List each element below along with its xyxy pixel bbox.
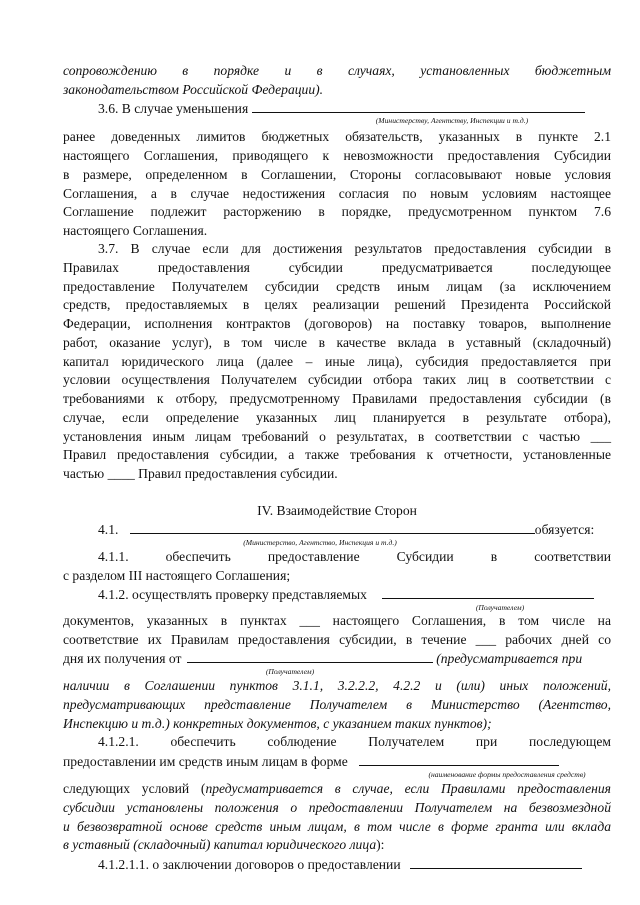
text-span: следующих условий ( [63, 781, 206, 796]
blank-line [410, 855, 582, 869]
clause-4-1-end: обязуется: [534, 522, 595, 537]
clause-4-1-2-1-end-line [63, 836, 611, 855]
text-line: 3.7. В случае если для достижения результатов предоставления субсидии в [98, 241, 611, 256]
text-line: настоящего Соглашения. [63, 223, 208, 238]
footnote-label: (Министерству, Агентству, Инспекции и т.д.) [375, 116, 529, 125]
blank-line [252, 99, 585, 113]
text-line: Соглашения, а в случае недостижения согласия по новым условиям настоящее [63, 186, 611, 201]
text-line: Инспекцию и т.д.) конкретных документов, с указанием таких пунктов); [63, 716, 492, 731]
footnote-label: (Получателем) [265, 667, 315, 676]
text-line: частью ____ Правил предоставления субсидии. [63, 466, 338, 481]
text-line: Правил предоставления субсидии, а также требования к отчетности, установленные [63, 447, 611, 462]
section-heading: IV. Взаимодействие Сторон [257, 503, 417, 518]
text-line: документов, указанных в пунктах ___ настоящего Соглашения, в том числе на [63, 613, 611, 628]
text-span: (предусматривается при [436, 651, 583, 666]
clause-4-1-2-1-form-line [63, 752, 611, 772]
footnote-label: (Министерство, Агентство, Инспекция и т.д.) [243, 538, 397, 547]
blank-line [359, 752, 559, 766]
text-span: предоставлении им средств иным лицам в форме [63, 754, 348, 769]
text-line: средств, предоставляемых в целях реализации решений Президента Российской [63, 297, 611, 312]
text-line: условии осуществления Получателем субсидии отбора таких лиц в соответствии с [63, 372, 611, 387]
text-line: в размере, определенном в Соглашении, Стороны согласовывают новые условия [63, 167, 611, 182]
text-line: установления иным лицам требований о результатах, в соответствии с частью ___ [63, 429, 611, 444]
text-line: субсидии установлены положения о предоставлении Получателем на безвозмездной [63, 800, 611, 815]
text-span: предусматривается в случае, если Правилами предоставления [205, 781, 611, 796]
clause-4-1-line [98, 520, 611, 540]
text-line: Соглашение подлежит расторжению в порядке, предусмотренном пунктом 7.6 [63, 204, 611, 219]
blank-line [130, 520, 535, 534]
blank-line [187, 649, 433, 663]
text-line: 4.1.1. обеспечить предоставление Субсидии в соответствии [98, 549, 611, 564]
text-line: законодательством Российской Федерации). [63, 82, 324, 97]
text-span: дня их получения от [63, 651, 182, 666]
clause-4-1-2-start: 4.1.2. осуществлять проверку представляемых [98, 587, 367, 602]
text-span: ): [376, 837, 385, 852]
text-line: предусматривающих представление Получателем в Министерство (Агентство, [63, 697, 611, 712]
text-line: капитал юридического лица (далее – иные лица), субсидия предоставляется при [63, 354, 611, 369]
clause-4-1-2-first-line [98, 585, 611, 605]
text-line: работ, оказание услуг), в том числе в качестве вклада в уставный (складочный) [63, 335, 611, 350]
text-line: предоставление Получателем субсидии средств иным лицам (за исключением [63, 279, 611, 294]
text-line: ранее доведенных лимитов бюджетных обязательств, указанных в пункте 2.1 [63, 129, 611, 144]
text-line: с разделом III настоящего Соглашения; [63, 568, 291, 583]
clause-4-1-start: 4.1. [98, 522, 119, 537]
clause-4-1-2-1-1-line [98, 855, 611, 875]
text-line: наличии в Соглашении пунктов 3.1.1, 3.2.2.2, 4.2.2 и (или) иных положений, [63, 678, 611, 693]
text-line: 4.1.2.1. обеспечить соблюдение Получателем при последующем [98, 734, 611, 749]
blank-line [382, 585, 594, 599]
text-line: соответствие их Правилам предоставления субсидии, в течение ___ рабочих дней со [63, 632, 611, 647]
text-span: 4.1.2.1.1. о заключении договоров о предоставлении [98, 857, 401, 872]
text-line: сопровождению в порядке и в случаях, установленных бюджетным [63, 63, 611, 78]
text-line: требованиями к отбору, предусмотренному Правилами предоставления субсидии (в [63, 391, 611, 406]
text-span: в уставный (складочный) капитал юридического лица [63, 837, 377, 852]
footnote-label: (Получателем) [475, 603, 525, 612]
text-line: настоящего Соглашения, приводящего к невозможности предоставления Субсидии [63, 148, 611, 163]
clause-4-1-2-1-conditions-line [63, 780, 611, 799]
text-line: Правилах предоставления субсидии предусматривается последующее [63, 260, 611, 275]
text-line: Федерации, исполнения контрактов (договоров) на поставку товаров, выполнение [63, 316, 611, 331]
clause-4-1-2-received-line [63, 649, 611, 669]
text-line: случае, если определение указанных лиц планируется в результате отбора), [63, 410, 611, 425]
clause-3-6-start: 3.6. В случае уменьшения [98, 101, 249, 116]
footnote-label: (наименование формы предоставления средств) [428, 770, 586, 779]
text-line: и безвозвратной основе средств иным лицам, в том числе в форме гранта или вклада [63, 819, 611, 834]
